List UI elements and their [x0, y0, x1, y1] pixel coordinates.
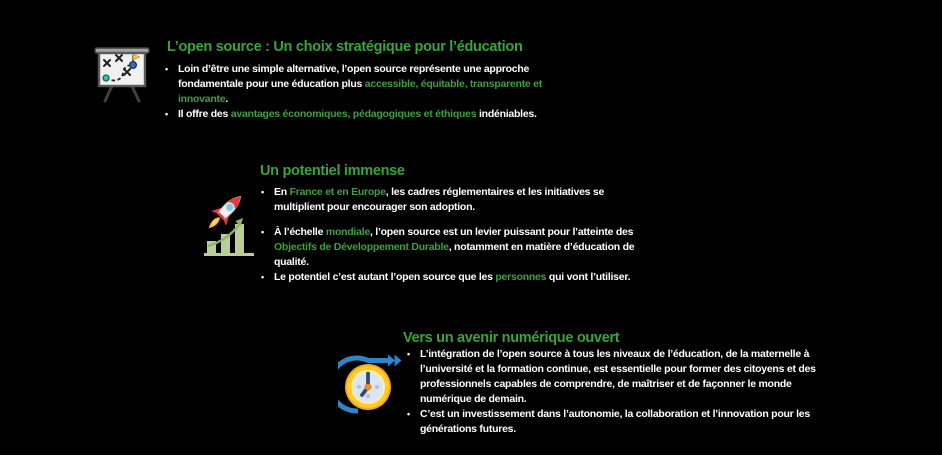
strategy-board-icon	[92, 45, 152, 105]
bullet-marker: •	[261, 227, 265, 237]
section-title: Vers un avenir numérique ouvert	[403, 330, 620, 346]
text-segment: , l’open source est un levier puissant pour l’atteinte des	[369, 226, 634, 238]
text-line	[274, 225, 634, 240]
text-segment: l’université et la formation continue, est essentielle pour former des citoyens et des	[420, 363, 816, 375]
section-title: L’open source : Un choix stratégique pour l’éducation	[167, 39, 523, 55]
bullet-marker: •	[261, 187, 265, 197]
bullet-marker: •	[261, 272, 265, 282]
text-line	[420, 407, 810, 422]
text-segment: C’est un investissement dans l’autonomie, la collaboration et l’innovation pour les	[420, 408, 810, 420]
rocket-growth-chart-icon	[204, 191, 254, 258]
text-line	[178, 77, 542, 92]
text-line	[420, 422, 810, 437]
text-segment: Le potentiel c’est autant l’open source que les	[274, 271, 496, 283]
section-title: Un potentiel immense	[260, 163, 405, 179]
bullet-item	[165, 107, 542, 122]
text-line	[420, 362, 816, 377]
bullet-item	[407, 407, 816, 437]
bullet-item	[261, 225, 634, 270]
text-segment: qualité.	[274, 256, 309, 268]
bullet-list	[165, 62, 542, 122]
bullet-item	[407, 347, 816, 407]
text-line	[420, 347, 816, 362]
bullet-list	[261, 185, 634, 285]
highlight-segment: France et en Europe	[289, 186, 386, 198]
text-segment: numérique de demain.	[420, 393, 527, 405]
text-segment: À l’échelle	[274, 226, 326, 238]
highlight-segment: Objectifs de Développement Durable	[274, 241, 449, 253]
text-line	[420, 377, 816, 392]
text-segment: L’intégration de l’open source à tous les niveaux de l’éducation, de la maternelle à	[420, 348, 810, 360]
text-segment: Loin d’être une simple alternative, l’open source représente une approche	[178, 63, 530, 75]
highlight-segment: innovante	[178, 93, 226, 105]
text-line	[178, 92, 542, 107]
text-segment: fondamentale pour une éducation plus	[178, 78, 365, 90]
bullet-marker: •	[165, 109, 169, 119]
bullet-marker: •	[407, 409, 411, 419]
text-segment: générations futures.	[420, 423, 516, 435]
text-line	[274, 240, 634, 255]
text-segment: multiplient pour encourager son adoption.	[274, 201, 475, 213]
highlight-segment: avantages économiques, pédagogiques et éthiques	[230, 108, 477, 120]
text-segment: indéniables.	[476, 108, 537, 120]
text-segment: , les cadres réglementaires et les initiatives se	[385, 186, 605, 198]
text-segment: .	[225, 93, 229, 105]
highlight-segment: mondiale	[325, 226, 370, 238]
text-line	[274, 200, 604, 215]
text-segment: professionnels capables de comprendre, de maîtriser et de façonner le monde	[420, 378, 792, 390]
text-segment: En	[274, 186, 290, 198]
bullet-marker: •	[165, 64, 169, 74]
bullet-item	[261, 185, 634, 215]
text-segment: Il offre des	[178, 108, 231, 120]
clock-circular-arrow-icon	[338, 352, 404, 414]
highlight-segment: accessible, équitable, transparente et	[364, 78, 543, 90]
bullet-item	[261, 270, 634, 285]
bullet-item	[165, 62, 542, 107]
text-line	[420, 392, 816, 407]
text-segment: qui vont l’utiliser.	[546, 271, 631, 283]
text-line	[274, 270, 630, 285]
text-line	[178, 62, 542, 77]
bullet-list	[407, 347, 816, 437]
text-segment: , notamment en matière d’éducation de	[448, 241, 635, 253]
text-line	[274, 185, 604, 200]
text-line	[178, 107, 537, 122]
bullet-marker: •	[407, 349, 411, 359]
text-line	[274, 255, 634, 270]
highlight-segment: personnes	[495, 271, 547, 283]
